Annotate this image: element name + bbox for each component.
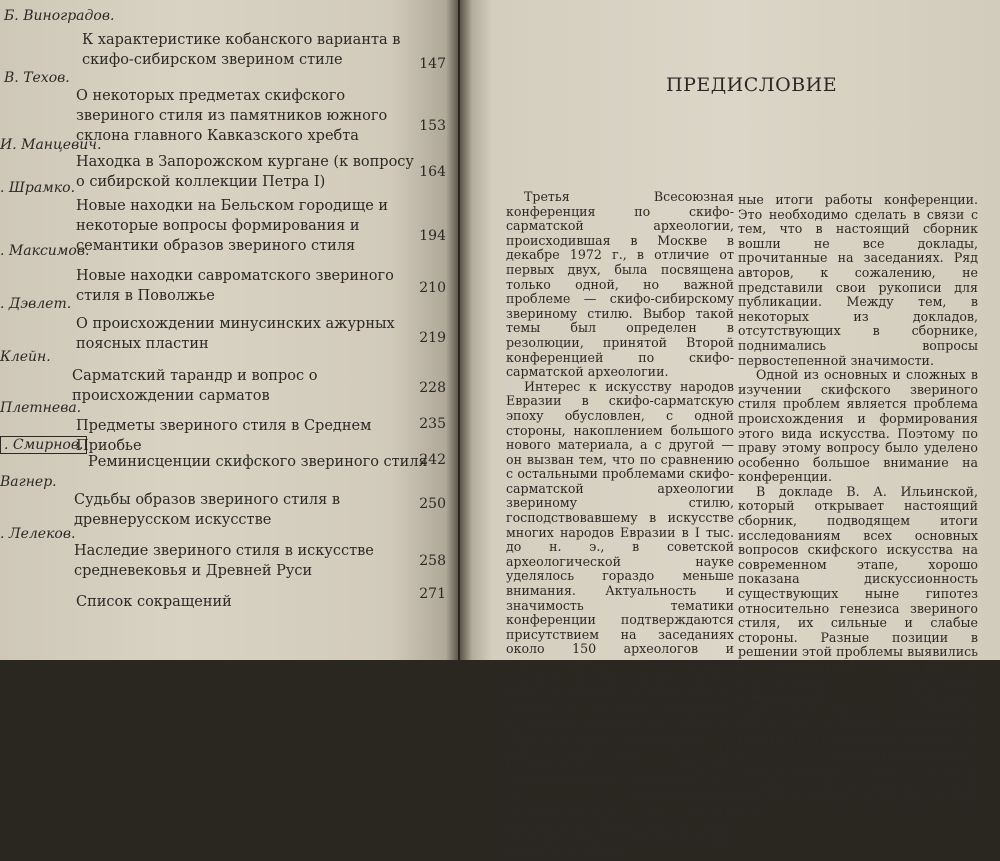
preface-text: Интерес к искусству народов Евразии в скифо-сарматскую эпоху обусловлен, с одной стороны, накоплением большого нового материала, а с другой — он вызван тем, что по сравнению с остальными проблемами скифо-сарматской археологии звериному стилю, господствовавшему в искусстве многих народов Евразии в I тыс. до н. э., в советской археологической науке уделялось гораздо меньше внимания. Актуальность и значимость тематики конференции подтверждаются присутствием на заседаниях около 150 археологов и искусствоведов из различных городов нашей страны. Всего было заслушано 36 докладов по общим и частным вопросам, вызвавших активное обсуждение. Обстоятельная информация о них, написанная В. И. Козенковой и недавно опубликованная — [506, 378, 734, 788]
preface-column-1 — [506, 190, 734, 861]
toc-page-number: 228 — [419, 380, 446, 396]
toc-author: Б. Виноградов. — [4, 8, 115, 24]
footnote-mark: 1 — [615, 772, 621, 782]
toc-page-number: 235 — [419, 416, 446, 432]
preface-paragraph — [506, 380, 734, 861]
toc-author: Плетнева. — [0, 400, 82, 416]
toc-author: Клейн. — [0, 349, 51, 365]
toc-title: Новые находки савроматского звериного стиля в Поволжье — [76, 268, 394, 304]
left-page-contents — [0, 0, 458, 660]
preface-paragraph: Третья Всесоюзная конференция по скифо-сарматской археологии, происходившая в Москве в декабре 1972 г., в отличие от первых двух, была посвящена только одной, но важной проблеме — скифо-сибирскому звериному стилю. Выбор такой темы был определен в резолюции, принятой Второй конференцией по скифо-сарматской археологии. — [506, 189, 734, 380]
toc-author: Вагнер. — [0, 474, 57, 490]
toc-page-number: 219 — [419, 330, 446, 346]
toc-title: Новые находки на Бельском городище и некоторые вопросы формирования и семантики образов звериного стиля — [76, 198, 389, 254]
toc-page-number: 271 — [419, 586, 446, 602]
toc-title: Сарматский тарандр и вопрос о происхождении сарматов — [72, 368, 318, 404]
toc-page-number: 147 — [419, 56, 446, 72]
toc-author: . Максимов. — [0, 243, 90, 259]
toc-author: . Лелеков. — [0, 526, 76, 542]
toc-title: О некоторых предметах скифского звериного стиля из памятников южного склона главного Кавказского хребта — [76, 88, 388, 144]
toc-author: . Дэвлет. — [0, 296, 72, 312]
toc-title: К характеристике кобанского варианта в скифо-сибирском зверином стиле — [82, 32, 401, 68]
preface-paragraph: Одной из основных и сложных в изучении скифского звериного стиля проблем является проблема происхождения и формирования этого вида искусства. Поэтому по праву этому вопросу было уделено особенно большое внимание на конференции. — [738, 367, 978, 485]
preface-paragraph: В докладе В. А. Ильинской, который открывает настоящий сборник, подводящем итоги исследованиям всех основных вопросов скифского искусства на современном этапе, хорошо показана дискуссионность существующих ныне гипотез относительно генезиса звериного стиля, их сильные и слабые стороны. Разные позиции в решении этой проблемы выявились в специальных докладах и выступлениях участников конференции. Примерно одинаковое число сторонников имели две особенно популярных гипотезы: 1) переднеазиатского и 2) центральноазиатского происхождения основных мотивов звериного стиля. Первая из этих гипотез получила наиболее полное вы- — [738, 483, 978, 820]
toc-title: Наследие звериного стиля в искусстве средневековья и Древней Руси — [74, 543, 374, 579]
toc-page-number: 258 — [419, 553, 446, 569]
preface-paragraph: ные итоги работы конференции. Это необходимо сделать в связи с тем, что в настоящий сборник вошли не все доклады, прочитанные на заседаниях. Ряд авторов, к сожалению, не представили свои рукописи для публикации. Между тем, в некоторых из докладов, отсутствующих в сборнике, поднимались вопросы первостепенной значимости. — [738, 192, 978, 368]
toc-author: В. Техов. — [4, 70, 70, 86]
toc-author: . Смирнов. — [0, 436, 87, 454]
preface-column-2 — [738, 193, 978, 821]
toc-page-number: 250 — [419, 496, 446, 512]
preface-heading: ПРЕДИСЛОВИЕ — [666, 74, 838, 96]
toc-author: И. Манцевич. — [0, 137, 102, 153]
toc-title: Судьбы образов звериного стиля в древнерусском искусстве — [74, 492, 340, 528]
toc-page-number: 194 — [419, 228, 446, 244]
toc-author: . Шрамко. — [0, 180, 76, 196]
preface-text: , избавляет нас от необходимости останавливаться на обзоре докладов и дискуссий по ним. Отметим лишь наиболее важные моменты и основ- — [506, 772, 734, 861]
toc-page-number: 153 — [419, 118, 446, 134]
toc-page-number: 210 — [419, 280, 446, 296]
toc-title: Реминисценции скифского звериного стиля — [88, 454, 428, 470]
toc-title: Предметы звериного стиля в Среднем Приобье — [76, 418, 372, 454]
right-page-preface — [460, 0, 1000, 861]
toc-page-number: 242 — [419, 452, 446, 468]
toc-title: Находка в Запорожском кургане (к вопросу о сибирской коллекции Петра I) — [76, 154, 414, 190]
book-gutter — [446, 0, 472, 660]
toc-title: Список сокращений — [76, 594, 232, 610]
toc-title: О происхождении минусинских ажурных поясных пластин — [76, 316, 395, 352]
toc-page-number: 164 — [419, 164, 446, 180]
